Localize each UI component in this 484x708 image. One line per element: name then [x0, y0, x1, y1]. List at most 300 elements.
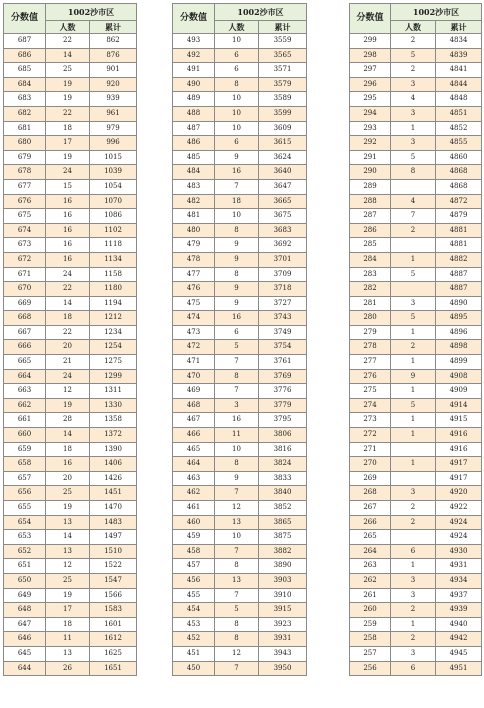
- count-cell: 6: [215, 63, 259, 78]
- count-cell: 13: [46, 515, 90, 530]
- count-cell: 10: [215, 34, 259, 49]
- score-cell: 263: [350, 559, 391, 574]
- count-cell: 5: [391, 150, 436, 165]
- score-cell: 466: [173, 428, 215, 443]
- cumulative-cell: 4916: [436, 428, 482, 443]
- score-cell: 450: [173, 661, 215, 676]
- count-cell: 5: [215, 603, 259, 618]
- table-row: [4, 150, 137, 165]
- cumulative-cell: 4922: [436, 501, 482, 516]
- count-header: 人数: [46, 21, 90, 34]
- table-row: [350, 428, 482, 443]
- table-row: [173, 34, 307, 49]
- score-cell: 664: [4, 369, 46, 384]
- score-cell: 663: [4, 384, 46, 399]
- table-row: [4, 296, 137, 311]
- count-cell: 5: [391, 267, 436, 282]
- table-row: [4, 413, 137, 428]
- score-cell: 273: [350, 413, 391, 428]
- cumulative-cell: 3599: [259, 106, 307, 121]
- count-cell: 5: [215, 340, 259, 355]
- cumulative-cell: 1330: [90, 398, 137, 413]
- score-cell: 648: [4, 603, 46, 618]
- cumulative-cell: 4834: [436, 34, 482, 49]
- count-cell: 12: [46, 384, 90, 399]
- table-row: [350, 179, 482, 194]
- count-cell: 9: [215, 238, 259, 253]
- table-row: [4, 209, 137, 224]
- cumulative-cell: 4860: [436, 150, 482, 165]
- cumulative-cell: 901: [90, 63, 137, 78]
- cumulative-cell: 1497: [90, 530, 137, 545]
- cumulative-cell: 4848: [436, 92, 482, 107]
- cumulative-cell: 4882: [436, 252, 482, 267]
- cumulative-cell: 3776: [259, 384, 307, 399]
- table-row: [173, 252, 307, 267]
- score-cell: 678: [4, 165, 46, 180]
- cumulative-cell: 1254: [90, 340, 137, 355]
- score-cell: 290: [350, 165, 391, 180]
- count-cell: 6: [391, 544, 436, 559]
- table-row: [173, 282, 307, 297]
- count-cell: 19: [46, 398, 90, 413]
- count-cell: 14: [46, 530, 90, 545]
- cumulative-cell: 3931: [259, 632, 307, 647]
- count-cell: 16: [215, 165, 259, 180]
- count-cell: 3: [391, 77, 436, 92]
- table-row: [173, 530, 307, 545]
- score-cell: 461: [173, 501, 215, 516]
- cumulative-cell: 1118: [90, 238, 137, 253]
- count-cell: 13: [46, 544, 90, 559]
- count-cell: 7: [391, 209, 436, 224]
- count-cell: [391, 238, 436, 253]
- cumulative-header: 累计: [259, 21, 307, 34]
- score-cell: 482: [173, 194, 215, 209]
- count-cell: 9: [215, 252, 259, 267]
- score-cell: 679: [4, 150, 46, 165]
- cumulative-cell: 3683: [259, 223, 307, 238]
- score-cell: 258: [350, 632, 391, 647]
- table-row: [4, 559, 137, 574]
- table-row: [4, 63, 137, 78]
- cumulative-cell: 1625: [90, 646, 137, 661]
- score-cell: 471: [173, 355, 215, 370]
- score-cell: 492: [173, 48, 215, 63]
- score-cell: 257: [350, 646, 391, 661]
- count-cell: [391, 442, 436, 457]
- score-cell: 683: [4, 92, 46, 107]
- score-cell: 296: [350, 77, 391, 92]
- score-cell: 669: [4, 296, 46, 311]
- cumulative-cell: 4896: [436, 325, 482, 340]
- count-cell: 2: [391, 603, 436, 618]
- table-row: [4, 603, 137, 618]
- cumulative-cell: 4881: [436, 238, 482, 253]
- score-cell: 661: [4, 413, 46, 428]
- table-row: [4, 282, 137, 297]
- cumulative-cell: 3692: [259, 238, 307, 253]
- cumulative-cell: 862: [90, 34, 137, 49]
- table-row: [4, 179, 137, 194]
- table-row: [350, 603, 482, 618]
- score-cell: 260: [350, 603, 391, 618]
- count-cell: 26: [46, 661, 90, 676]
- count-cell: 13: [215, 573, 259, 588]
- table-row: [4, 515, 137, 530]
- table-row: [173, 646, 307, 661]
- count-cell: 22: [46, 34, 90, 49]
- cumulative-cell: 1522: [90, 559, 137, 574]
- count-cell: 13: [215, 515, 259, 530]
- count-cell: 9: [215, 471, 259, 486]
- table-row: [350, 238, 482, 253]
- table-row: [173, 457, 307, 472]
- score-cell: 668: [4, 311, 46, 326]
- score-cell: 654: [4, 515, 46, 530]
- score-cell: 266: [350, 515, 391, 530]
- cumulative-cell: 1390: [90, 442, 137, 457]
- table-row: [4, 325, 137, 340]
- table-row: [173, 238, 307, 253]
- cumulative-cell: 4939: [436, 603, 482, 618]
- count-cell: 6: [391, 661, 436, 676]
- score-cell: 291: [350, 150, 391, 165]
- score-cell: 279: [350, 325, 391, 340]
- score-cell: 463: [173, 471, 215, 486]
- score-cell: 651: [4, 559, 46, 574]
- count-cell: 25: [46, 63, 90, 78]
- count-header: 人数: [215, 21, 259, 34]
- count-cell: 8: [391, 165, 436, 180]
- score-cell: 452: [173, 632, 215, 647]
- score-table-2: [172, 3, 307, 676]
- score-cell: 299: [350, 34, 391, 49]
- cumulative-cell: 1470: [90, 501, 137, 516]
- table-row: [350, 282, 482, 297]
- count-cell: 10: [215, 92, 259, 107]
- cumulative-header: 累计: [90, 21, 137, 34]
- score-cell: 288: [350, 194, 391, 209]
- score-cell: 458: [173, 544, 215, 559]
- score-cell: 297: [350, 63, 391, 78]
- count-cell: 8: [215, 223, 259, 238]
- score-table-3: [349, 3, 482, 676]
- table-row: [4, 121, 137, 136]
- score-cell: 468: [173, 398, 215, 413]
- count-cell: 2: [391, 223, 436, 238]
- count-cell: 25: [46, 486, 90, 501]
- count-cell: 10: [215, 209, 259, 224]
- score-cell: 278: [350, 340, 391, 355]
- count-cell: 1: [391, 384, 436, 399]
- score-cell: 256: [350, 661, 391, 676]
- count-cell: 8: [215, 617, 259, 632]
- count-cell: 2: [391, 632, 436, 647]
- count-cell: 21: [46, 355, 90, 370]
- count-cell: 2: [391, 34, 436, 49]
- score-cell: 467: [173, 413, 215, 428]
- table-row: [173, 223, 307, 238]
- count-cell: 7: [215, 661, 259, 676]
- table-row: [350, 457, 482, 472]
- count-cell: 1: [391, 121, 436, 136]
- cumulative-cell: 1612: [90, 632, 137, 647]
- count-cell: 7: [215, 486, 259, 501]
- count-cell: 16: [215, 311, 259, 326]
- score-cell: 489: [173, 92, 215, 107]
- score-cell: 675: [4, 209, 46, 224]
- table-row: [350, 325, 482, 340]
- table-body: [173, 34, 307, 676]
- cumulative-cell: 4937: [436, 588, 482, 603]
- cumulative-cell: 1134: [90, 252, 137, 267]
- table-row: [4, 471, 137, 486]
- count-cell: 1: [391, 325, 436, 340]
- cumulative-cell: 4924: [436, 515, 482, 530]
- table-row: [350, 106, 482, 121]
- count-cell: 2: [391, 515, 436, 530]
- score-cell: 272: [350, 428, 391, 443]
- cumulative-cell: 3761: [259, 355, 307, 370]
- score-table-1: [3, 3, 137, 676]
- cumulative-cell: 3882: [259, 544, 307, 559]
- cumulative-cell: 961: [90, 106, 137, 121]
- cumulative-cell: 4942: [436, 632, 482, 647]
- score-cell: 456: [173, 573, 215, 588]
- cumulative-cell: 1102: [90, 223, 137, 238]
- table-row: [350, 588, 482, 603]
- score-cell: 493: [173, 34, 215, 49]
- table-row: [173, 165, 307, 180]
- table-row: [4, 573, 137, 588]
- count-cell: 28: [46, 413, 90, 428]
- score-cell: 295: [350, 92, 391, 107]
- score-cell: 649: [4, 588, 46, 603]
- cumulative-cell: 876: [90, 48, 137, 63]
- score-cell: 487: [173, 121, 215, 136]
- count-cell: 1: [391, 617, 436, 632]
- score-cell: 659: [4, 442, 46, 457]
- score-cell: 660: [4, 428, 46, 443]
- cumulative-cell: 3675: [259, 209, 307, 224]
- cumulative-cell: 1158: [90, 267, 137, 282]
- count-cell: 19: [46, 588, 90, 603]
- count-cell: 1: [391, 413, 436, 428]
- count-cell: 10: [215, 442, 259, 457]
- table-row: [173, 398, 307, 413]
- cumulative-cell: 3709: [259, 267, 307, 282]
- table-row: [4, 384, 137, 399]
- cumulative-cell: 3824: [259, 457, 307, 472]
- score-cell: 292: [350, 136, 391, 151]
- table-row: [350, 413, 482, 428]
- table-row: [173, 121, 307, 136]
- cumulative-cell: 3806: [259, 428, 307, 443]
- table-row: [350, 544, 482, 559]
- table-row: [350, 194, 482, 209]
- table-body: [4, 34, 137, 676]
- table-row: [173, 369, 307, 384]
- table-row: [173, 588, 307, 603]
- count-cell: 11: [215, 428, 259, 443]
- table-row: [350, 121, 482, 136]
- table-row: [350, 559, 482, 574]
- count-cell: 25: [46, 573, 90, 588]
- count-cell: 12: [215, 646, 259, 661]
- table-row: [173, 559, 307, 574]
- table-row: [4, 632, 137, 647]
- table-row: [173, 428, 307, 443]
- table-row: [4, 428, 137, 443]
- score-cell: 476: [173, 282, 215, 297]
- count-cell: [391, 282, 436, 297]
- cumulative-cell: 4908: [436, 369, 482, 384]
- table-row: [173, 267, 307, 282]
- table-row: [350, 209, 482, 224]
- cumulative-cell: 4945: [436, 646, 482, 661]
- table-row: [4, 165, 137, 180]
- cumulative-cell: 3609: [259, 121, 307, 136]
- count-cell: 8: [215, 369, 259, 384]
- cumulative-cell: 4868: [436, 179, 482, 194]
- table-row: [4, 501, 137, 516]
- table-row: [4, 194, 137, 209]
- count-cell: 19: [46, 77, 90, 92]
- cumulative-cell: 4898: [436, 340, 482, 355]
- table-row: [173, 209, 307, 224]
- count-cell: 12: [46, 559, 90, 574]
- region-header: 1002沙市区: [215, 4, 307, 21]
- table-row: [350, 486, 482, 501]
- table-row: [4, 646, 137, 661]
- table-row: [173, 136, 307, 151]
- score-cell: 682: [4, 106, 46, 121]
- count-cell: 12: [215, 501, 259, 516]
- cumulative-cell: 1451: [90, 486, 137, 501]
- cumulative-cell: 4934: [436, 573, 482, 588]
- table-row: [173, 413, 307, 428]
- table-row: [350, 340, 482, 355]
- table-row: [173, 501, 307, 516]
- score-cell: 271: [350, 442, 391, 457]
- cumulative-cell: 4879: [436, 209, 482, 224]
- cumulative-cell: 4930: [436, 544, 482, 559]
- cumulative-cell: 4917: [436, 457, 482, 472]
- cumulative-cell: 4914: [436, 398, 482, 413]
- score-cell: 287: [350, 209, 391, 224]
- count-cell: 17: [46, 603, 90, 618]
- table-row: [350, 515, 482, 530]
- score-cell: 645: [4, 646, 46, 661]
- table-row: [4, 486, 137, 501]
- cumulative-cell: 4920: [436, 486, 482, 501]
- table-row: [350, 223, 482, 238]
- cumulative-cell: 1426: [90, 471, 137, 486]
- score-cell: 284: [350, 252, 391, 267]
- score-cell: 481: [173, 209, 215, 224]
- count-cell: [391, 179, 436, 194]
- count-cell: 18: [46, 617, 90, 632]
- table-row: [350, 311, 482, 326]
- cumulative-cell: 1566: [90, 588, 137, 603]
- cumulative-cell: 1086: [90, 209, 137, 224]
- table-row: [350, 165, 482, 180]
- table-row: [4, 223, 137, 238]
- score-cell: 294: [350, 106, 391, 121]
- cumulative-cell: 4887: [436, 282, 482, 297]
- count-cell: 22: [46, 106, 90, 121]
- table-row: [4, 136, 137, 151]
- table-row: [350, 384, 482, 399]
- count-cell: 9: [215, 150, 259, 165]
- cumulative-cell: 3665: [259, 194, 307, 209]
- cumulative-cell: 3890: [259, 559, 307, 574]
- score-cell: 473: [173, 325, 215, 340]
- cumulative-cell: 4844: [436, 77, 482, 92]
- count-cell: 5: [391, 48, 436, 63]
- count-cell: 24: [46, 369, 90, 384]
- cumulative-cell: 3779: [259, 398, 307, 413]
- score-header: 分数值: [4, 4, 46, 34]
- table-row: [173, 92, 307, 107]
- cumulative-cell: 4841: [436, 63, 482, 78]
- count-cell: 10: [215, 121, 259, 136]
- table-row: [173, 63, 307, 78]
- cumulative-cell: 1547: [90, 573, 137, 588]
- cumulative-cell: 1234: [90, 325, 137, 340]
- count-cell: 5: [391, 398, 436, 413]
- count-cell: 1: [391, 559, 436, 574]
- score-cell: 647: [4, 617, 46, 632]
- score-cell: 280: [350, 311, 391, 326]
- table-row: [350, 34, 482, 49]
- count-cell: 7: [215, 544, 259, 559]
- score-cell: 665: [4, 355, 46, 370]
- count-cell: 2: [391, 501, 436, 516]
- table-row: [350, 136, 482, 151]
- region-header: 1002沙市区: [46, 4, 137, 21]
- count-cell: 19: [46, 501, 90, 516]
- count-header: 人数: [391, 21, 436, 34]
- cumulative-cell: 3910: [259, 588, 307, 603]
- count-cell: 2: [391, 340, 436, 355]
- score-cell: 289: [350, 179, 391, 194]
- score-cell: 293: [350, 121, 391, 136]
- score-cell: 465: [173, 442, 215, 457]
- table-row: [173, 340, 307, 355]
- count-cell: 6: [215, 48, 259, 63]
- count-cell: 1: [391, 428, 436, 443]
- score-header: 分数值: [350, 4, 391, 34]
- score-cell: 262: [350, 573, 391, 588]
- score-cell: 261: [350, 588, 391, 603]
- count-cell: 16: [215, 413, 259, 428]
- score-cell: 298: [350, 48, 391, 63]
- cumulative-cell: 1039: [90, 165, 137, 180]
- score-cell: 264: [350, 544, 391, 559]
- count-cell: 2: [391, 63, 436, 78]
- count-cell: 18: [46, 121, 90, 136]
- score-cell: 677: [4, 179, 46, 194]
- score-cell: 486: [173, 136, 215, 151]
- cumulative-cell: 3840: [259, 486, 307, 501]
- score-cell: 681: [4, 121, 46, 136]
- score-cell: 282: [350, 282, 391, 297]
- count-cell: 24: [46, 165, 90, 180]
- count-cell: 4: [391, 194, 436, 209]
- cumulative-cell: 4872: [436, 194, 482, 209]
